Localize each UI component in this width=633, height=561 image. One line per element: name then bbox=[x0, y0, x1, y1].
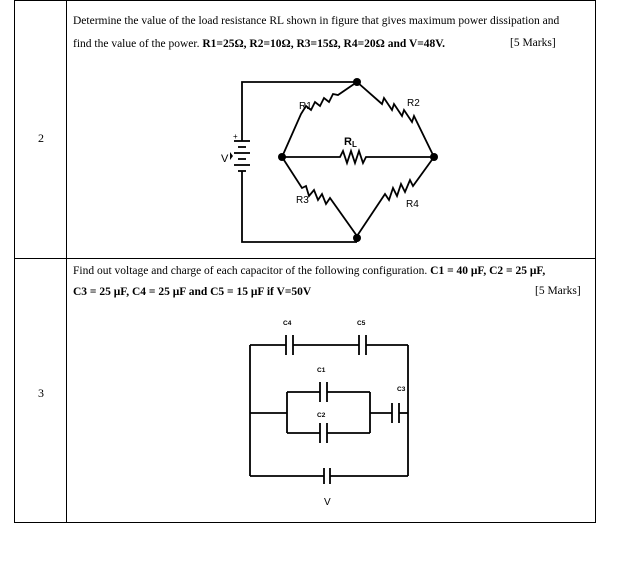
c2-label: C2 bbox=[317, 412, 326, 419]
question-values-part1: C1 = 40 μF, C2 = 25 μF, bbox=[430, 265, 546, 277]
c5-label: C5 bbox=[357, 320, 366, 327]
question-values-part2: C3 = 25 μF, C4 = 25 μF and C5 = 15 μF if V=50V bbox=[73, 286, 312, 298]
r3-label: R3 bbox=[296, 195, 309, 206]
question-number: 3 bbox=[38, 386, 44, 400]
question-text-line1: Determine the value of the load resistance RL shown in figure that gives maximum power dissipation and bbox=[73, 15, 560, 27]
question-text-plain: find the value of the power. bbox=[73, 38, 203, 50]
c3-label: C3 bbox=[397, 386, 406, 393]
marks-label: [5 Marks] bbox=[535, 285, 581, 297]
r2-label: R2 bbox=[407, 98, 420, 109]
question-number: 2 bbox=[38, 131, 44, 145]
question-text-plain: Find out voltage and charge of each capacitor of the following configuration. bbox=[73, 265, 431, 277]
rl-label-main: R bbox=[344, 136, 352, 148]
voltage-label: V bbox=[324, 497, 331, 508]
c1-label: C1 bbox=[317, 367, 326, 374]
c4-label: C4 bbox=[283, 320, 292, 327]
r4-label: R4 bbox=[406, 199, 419, 210]
question-values: R1=25Ω, R2=10Ω, R3=15Ω, R4=20Ω and V=48V. bbox=[202, 38, 446, 50]
voltage-label: V bbox=[221, 153, 229, 165]
r1-label: R1 bbox=[299, 101, 312, 112]
marks-label: [5 Marks] bbox=[510, 37, 556, 49]
rl-label-sub: L bbox=[351, 140, 357, 149]
plus-sign: + bbox=[233, 132, 238, 141]
